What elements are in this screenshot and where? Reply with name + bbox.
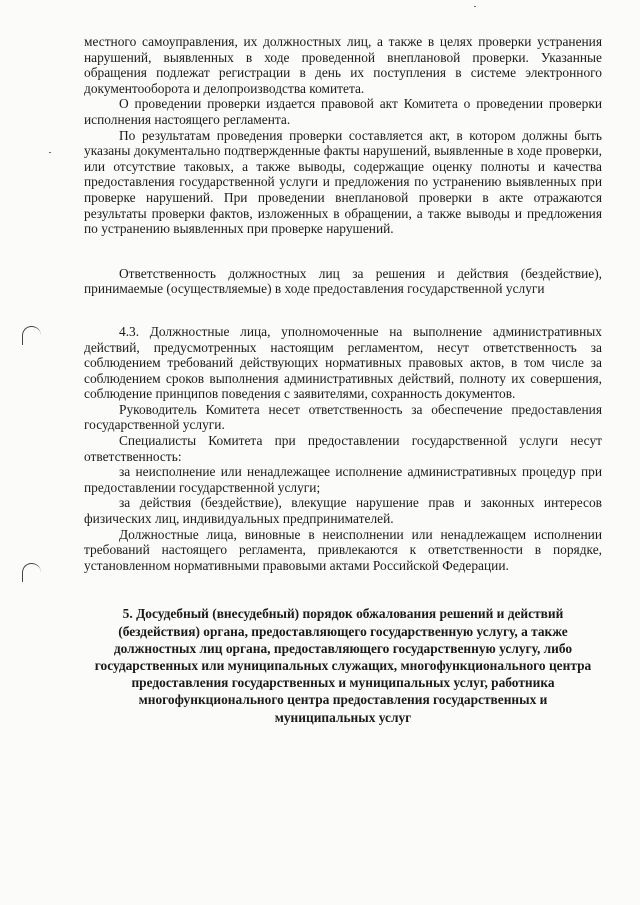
subsection-title-responsibility: Ответственность должностных лиц за решения и действия (бездействие), принимаемые (осуществляемые) в ходе предоставления государственной услуги xyxy=(84,265,602,297)
scan-speck xyxy=(49,152,51,153)
scan-speck xyxy=(474,6,476,7)
paragraph-inspection-results: По результатам проведения проверки составляется акт, в котором должны быть указаны документально подтвержденные факты нарушений, выявленные в ходе проверки, или отсутствие таковых, а также выводы, содержащие оценку полноты и качества предоставления государственной услуги и предложения по устранению выявленных при проверке нарушений. При проведении внеплановой проверки в акте отражаются результаты проверки фактов, изложенных в обращении, а также выводы и предложения по устранению выявленных при проверке нарушений. xyxy=(84,127,602,237)
document-page xyxy=(84,34,602,726)
punch-hole-mark xyxy=(22,326,41,345)
paragraph-4-3: 4.3. Должностные лица, уполномоченные на выполнение административных действий, предусмотренных настоящим регламентом, несут ответственность за соблюдением требований действующих нормативных правовых актов, в том числе за соблюдением сроков выполнения административных действий, полноту их совершения, соблюдение принципов поведения с заявителями, сохранность документов. xyxy=(84,323,602,402)
paragraph-head-responsibility: Руководитель Комитета несет ответственность за обеспечение предоставления государственной услуги. xyxy=(84,401,602,433)
paragraph-inspection-act: О проведении проверки издается правовой акт Комитета о проведении проверки исполнения настоящего регламента. xyxy=(84,96,602,127)
list-item-non-performance: за неисполнение или ненадлежащее исполнение административных процедур при предоставлении государственной услуги; xyxy=(84,464,602,495)
paragraph-inspection-continuation: местного самоуправления, их должностных лиц, а также в целях проверки устранения нарушений, выявленных в ходе проведенной внеплановой проверки. Указанные обращения подлежат регистрации в день их поступления в системе электронного документооборота и делопроизводства комитета. xyxy=(84,34,602,96)
punch-hole-mark xyxy=(22,563,41,582)
paragraph-officials-liability: Должностные лица, виновные в неисполнении или ненадлежащем исполнении требований настоящего регламента, привлекаются к ответственности в порядке, установленном нормативными правовыми актами Российской Федерации. xyxy=(84,526,602,573)
list-item-actions: за действия (бездействие), влекущие нарушение прав и законных интересов физических лиц, индивидуальных предпринимателей. xyxy=(84,495,602,527)
section-5-heading: 5. Досудебный (внесудебный) порядок обжалования решений и действий (бездействия) органа, предоставляющего государственную услугу, а также должностных лиц органа, предоставляющего государственную услугу, либо государственных или муниципальных служащих, многофункционального центра предоставления государственных и муниципальных услуг, работника многофункционального центра предоставления государственных и муниципальных услуг xyxy=(94,606,592,725)
paragraph-specialists-responsibility: Специалисты Комитета при предоставлении государственной услуги несут ответственность: xyxy=(84,433,602,464)
